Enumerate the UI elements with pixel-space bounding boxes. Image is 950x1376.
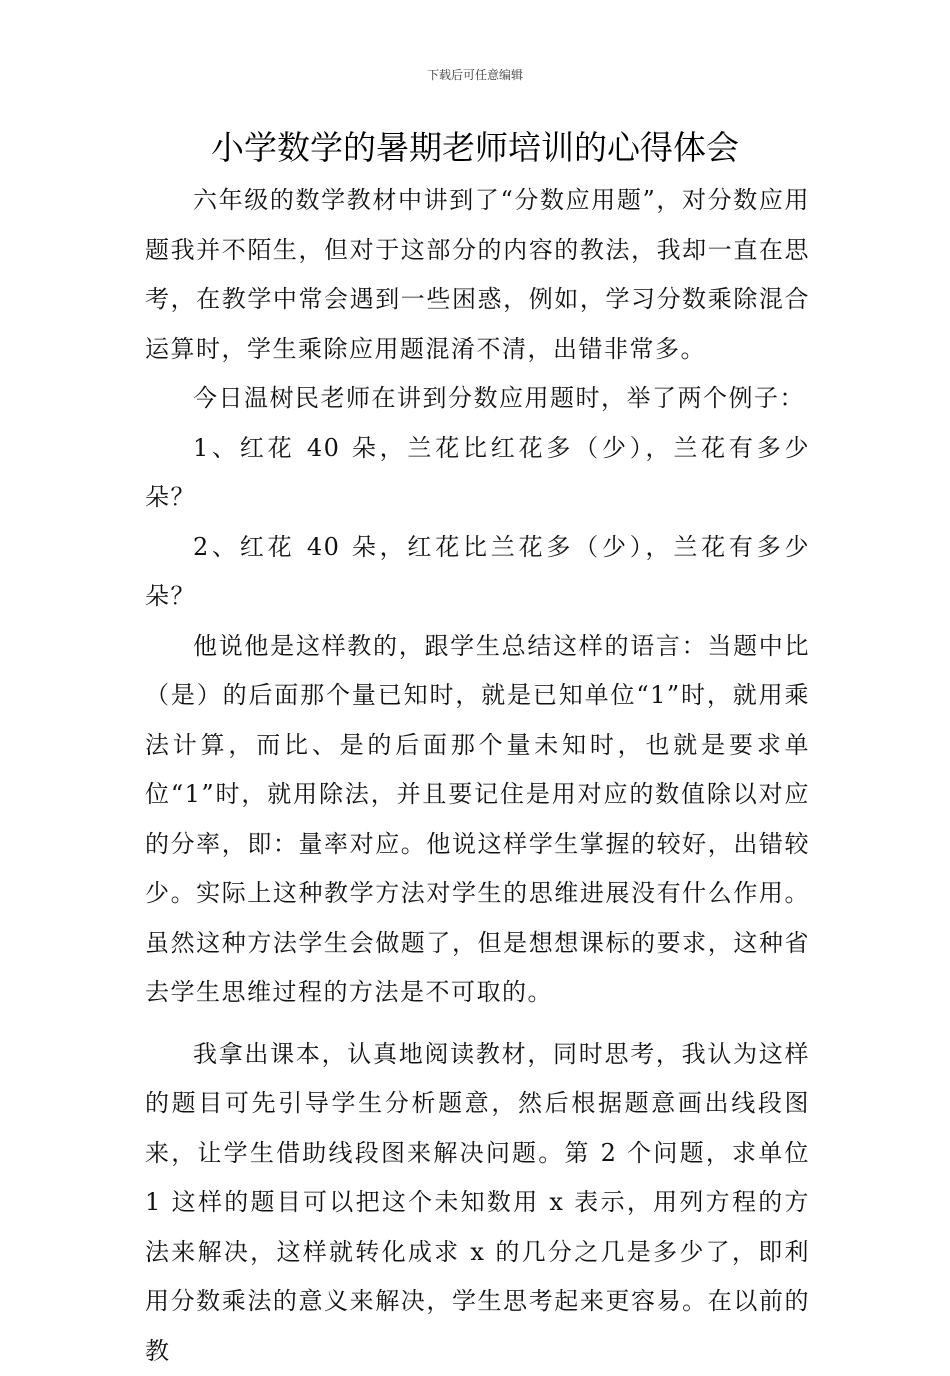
- paragraph: 他说他是这样教的，跟学生总结这样的语言：当题中比（是）的后面那个量已知时，就是已知单位“1”时，就用乘法计算，而比、是的后面那个量未知时，也就是要求单位“1”时，就用除法，并且要记住是用对应的数值除以对应的分率，即：量率对应。他说这样学生掌握的较好，出错较少。实际上这种教学方法对学生的思维进展没有什么作用。虽然这种方法学生会做题了，但是想想课标的要求，这种省去学生思维过程的方法是不可取的。: [145, 622, 810, 1018]
- paragraph: 六年级的数学教材中讲到了“分数应用题”，对分数应用题我并不陌生，但对于这部分的内容的教法，我却一直在思考，在教学中常会遇到一些困惑，例如，学习分数乘除混合运算时，学生乘除应用题混淆不清，出错非常多。: [145, 176, 810, 374]
- paragraph: 我拿出课本，认真地阅读教材，同时思考，我认为这样的题目可先引导学生分析题意，然后根据题意画出线段图来，让学生借助线段图来解决问题。第 2 个问题，求单位 1 这样的题目可以把这个未知数用 x 表示，用列方程的方法来解决，这样就转化成求 x 的几分之几是多少了，即利用分数乘法的意义来解决，学生思考起来更容易。在以前的教: [145, 1030, 810, 1376]
- document-body: [145, 176, 810, 1376]
- paragraph: 今日温树民老师在讲到分数应用题时，举了两个例子：: [145, 374, 810, 424]
- header-note: 下载后可任意编辑: [0, 66, 950, 83]
- document-title: 小学数学的暑期老师培训的心得体会: [0, 126, 950, 170]
- example-item: 2、红花 40 朵，红花比兰花多（少），兰花有多少朵？: [145, 523, 810, 622]
- example-item: 1、红花 40 朵，兰花比红花多（少），兰花有多少朵？: [145, 424, 810, 523]
